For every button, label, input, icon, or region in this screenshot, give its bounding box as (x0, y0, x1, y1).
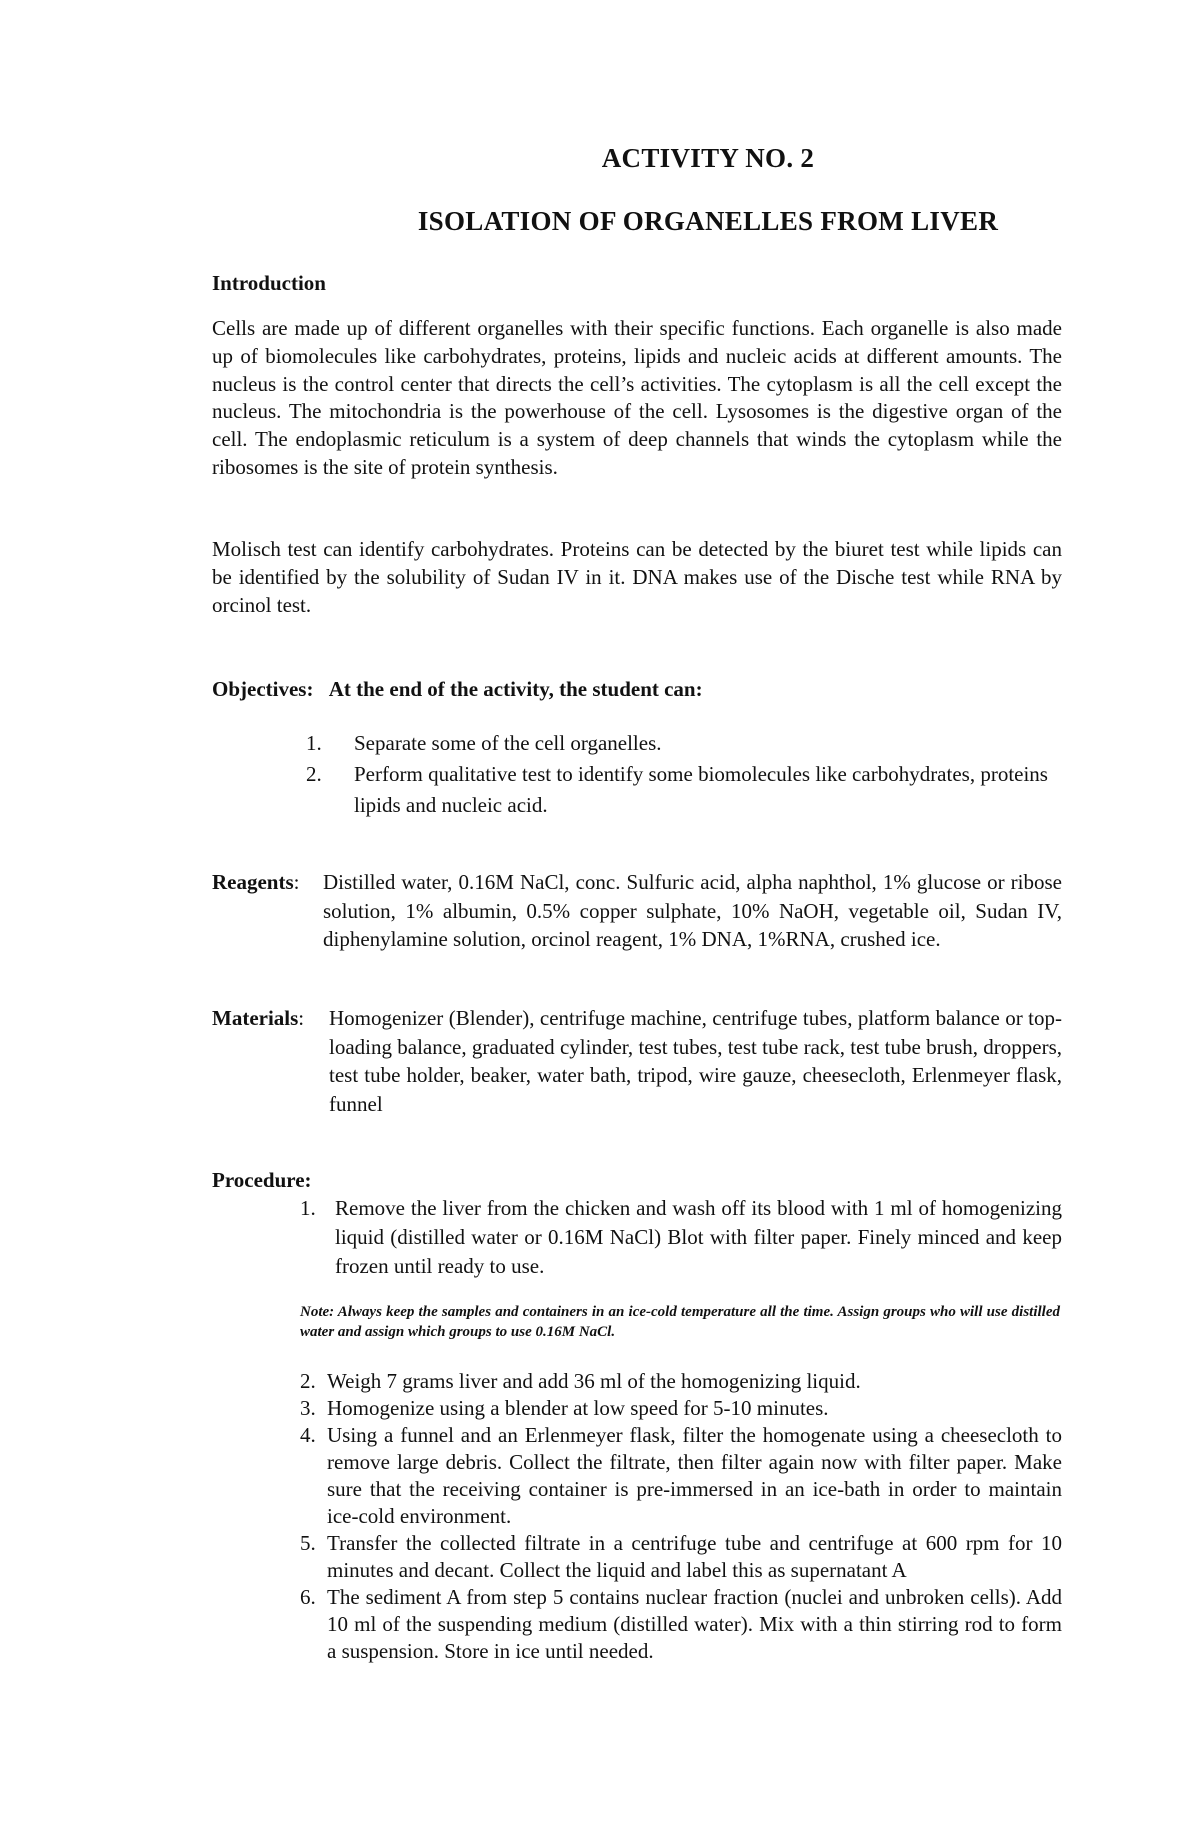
list-item (306, 759, 1066, 821)
procedure-heading: Procedure: (212, 1168, 312, 1192)
activity-title: ACTIVITY NO. 2 (601, 143, 815, 173)
list-item-number: 1. (306, 731, 322, 755)
reagents-section (212, 868, 1062, 954)
list-item-text: Weigh 7 grams liver and add 36 ml of the homogenizing liquid. (327, 1369, 861, 1393)
list-item-text: Transfer the collected filtrate in a centrifuge tube and centrifuge at 600 rpm for 10 minutes and decant. Collect the liquid and label this as supernatant A (327, 1531, 1062, 1582)
list-item (300, 1194, 1062, 1281)
materials-label (212, 1004, 304, 1033)
list-item (300, 1584, 1062, 1665)
objectives-heading (212, 677, 703, 702)
materials-section (212, 1004, 1062, 1118)
procedure-note: Note: Always keep the samples and containers in an ice-cold temperature all the time. Assign groups who will use distilled water and assign which groups to use 0.16M NaCl. (300, 1304, 1060, 1340)
introduction-paragraph-2: Molisch test can identify carbohydrates. Proteins can be detected by the biuret test while lipids can be identified by the solubility of Sudan IV in it. DNA makes use of the Dische test while RNA by orcinol test. (212, 537, 1062, 617)
reagents-colon: : (293, 870, 300, 894)
objectives-list (306, 728, 1066, 821)
list-item (300, 1530, 1062, 1584)
list-item-number: 5. (300, 1531, 316, 1555)
reagents-text: Distilled water, 0.16M NaCl, conc. Sulfuric acid, alpha naphthol, 1% glucose or ribose solution, 1% albumin, 0.5% copper sulphate, 10% NaOH, vegetable oil, Sudan IV, diphenylamine solution, orcinol reagent, 1% DNA, 1%RNA, crushed ice. (323, 870, 1062, 951)
list-item-number: 3. (300, 1396, 316, 1420)
list-item-number: 2. (300, 1369, 316, 1393)
objectives-label: Objectives: (212, 677, 314, 701)
list-item (300, 1368, 1062, 1395)
materials-colon: : (298, 1006, 305, 1030)
list-item (306, 728, 1066, 759)
list-item (300, 1395, 1062, 1422)
list-item-number: 4. (300, 1423, 316, 1447)
list-item-number: 1. (300, 1196, 316, 1220)
list-item-text: Perform qualitative test to identify some biomolecules like carbohydrates, proteins lipids and nucleic acid. (354, 762, 1048, 817)
introduction-heading: Introduction (212, 271, 326, 295)
activity-subtitle: ISOLATION OF ORGANELLES FROM LIVER (417, 206, 999, 236)
list-item-text: Remove the liver from the chicken and wash off its blood with 1 ml of homogenizing liquid (distilled water or 0.16M NaCl) Blot with filter paper. Finely minced and keep frozen until ready to use. (335, 1196, 1062, 1278)
list-item-text: Separate some of the cell organelles. (354, 731, 662, 755)
list-item-text: The sediment A from step 5 contains nuclear fraction (nuclei and unbroken cells). Add 10 ml of the suspending medium (distilled water). Mix with a thin stirring rod to form a suspension. Store in ice until needed. (327, 1585, 1062, 1663)
list-item-number: 2. (306, 762, 322, 786)
procedure-steps-list (300, 1368, 1062, 1665)
introduction-paragraph-1: Cells are made up of different organelles with their specific functions. Each organelle is also made up of biomolecules like carbohydrates, proteins, lipids and nucleic acids at different amounts. The nucleus is the control center that directs the cell’s activities. The cytoplasm is all the cell except the nucleus. The mitochondria is the powerhouse of the cell. Lysosomes is the digestive organ of the cell. The endoplasmic reticulum is a system of deep channels that winds the cytoplasm while the ribosomes is the site of protein synthesis. (212, 316, 1062, 479)
list-item-text: Using a funnel and an Erlenmeyer flask, filter the homogenate using a cheesecloth to remove large debris. Collect the filtrate, then filter again now with filter paper. Make sure that the receiving container is pre-immersed in an ice-bath in order to maintain ice-cold environment. (327, 1423, 1062, 1528)
list-item-number: 6. (300, 1585, 316, 1609)
procedure-step-1-list (300, 1194, 1062, 1281)
list-item (300, 1422, 1062, 1530)
objectives-lead: At the end of the activity, the student can: (328, 677, 703, 701)
materials-text: Homogenizer (Blender), centrifuge machine, centrifuge tubes, platform balance or top-loading balance, graduated cylinder, test tubes, test tube rack, test tube brush, droppers, test tube holder, beaker, water bath, tripod, wire gauze, cheesecloth, Erlenmeyer flask, funnel (329, 1006, 1062, 1116)
list-item-text: Homogenize using a blender at low speed for 5-10 minutes. (327, 1396, 829, 1420)
reagents-label (212, 868, 300, 897)
materials-label-text: Materials (212, 1006, 299, 1030)
reagents-label-text: Reagents (212, 870, 294, 894)
